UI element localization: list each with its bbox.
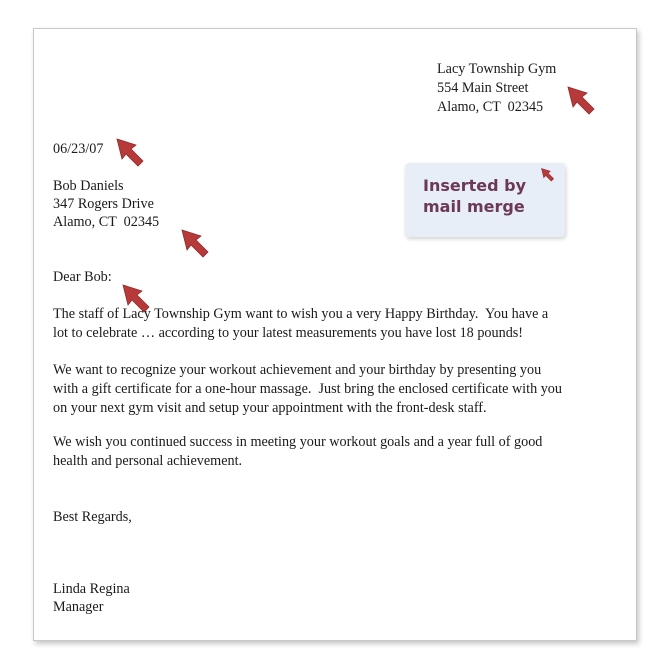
body-line: lot to celebrate … according to your latest measurements you have lost 18 pounds!: [53, 325, 524, 341]
body-line: with a gift certificate for a one-hour massage. Just bring the enclosed certificate with you: [53, 381, 562, 397]
sender-name: Lacy Township Gym: [437, 61, 557, 77]
callout-line-2: mail merge: [423, 197, 525, 216]
body-paragraph-3: [53, 433, 633, 471]
signature-name: Linda Regina: [53, 581, 130, 597]
callout-line-1: Inserted by: [423, 176, 527, 195]
body-line: We want to recognize your workout achievement and your birthday by presenting you: [53, 362, 542, 378]
recipient-street: 347 Rogers Drive: [53, 196, 154, 212]
closing: Best Regards,: [53, 509, 132, 525]
letter-date: 06/23/07: [53, 141, 104, 157]
body-line: The staff of Lacy Township Gym want to wish you a very Happy Birthday. You have a: [53, 306, 549, 322]
recipient-city-state-zip: Alamo, CT 02345: [53, 214, 160, 230]
arrow-pointer-icon: [567, 86, 603, 122]
arrow-pointer-icon: [181, 229, 217, 265]
arrow-pointer-icon: [122, 284, 158, 320]
callout-text: [423, 175, 526, 217]
arrow-pointer-icon: [116, 138, 152, 174]
body-line: We wish you continued success in meeting your workout goals and a year full of good: [53, 434, 543, 450]
sender-city-state-zip: Alamo, CT 02345: [437, 99, 544, 115]
sender-street: 554 Main Street: [437, 80, 529, 96]
body-paragraph-2: [53, 361, 633, 418]
small-arrow-pointer-icon: [541, 168, 577, 204]
salutation: Dear Bob:: [53, 269, 112, 285]
body-line: on your next gym visit and setup your appointment with the front-desk staff.: [53, 400, 487, 416]
body-line: health and personal achievement.: [53, 453, 243, 469]
letter-page: [33, 28, 637, 641]
recipient-name: Bob Daniels: [53, 178, 124, 194]
signature-title: Manager: [53, 599, 104, 615]
